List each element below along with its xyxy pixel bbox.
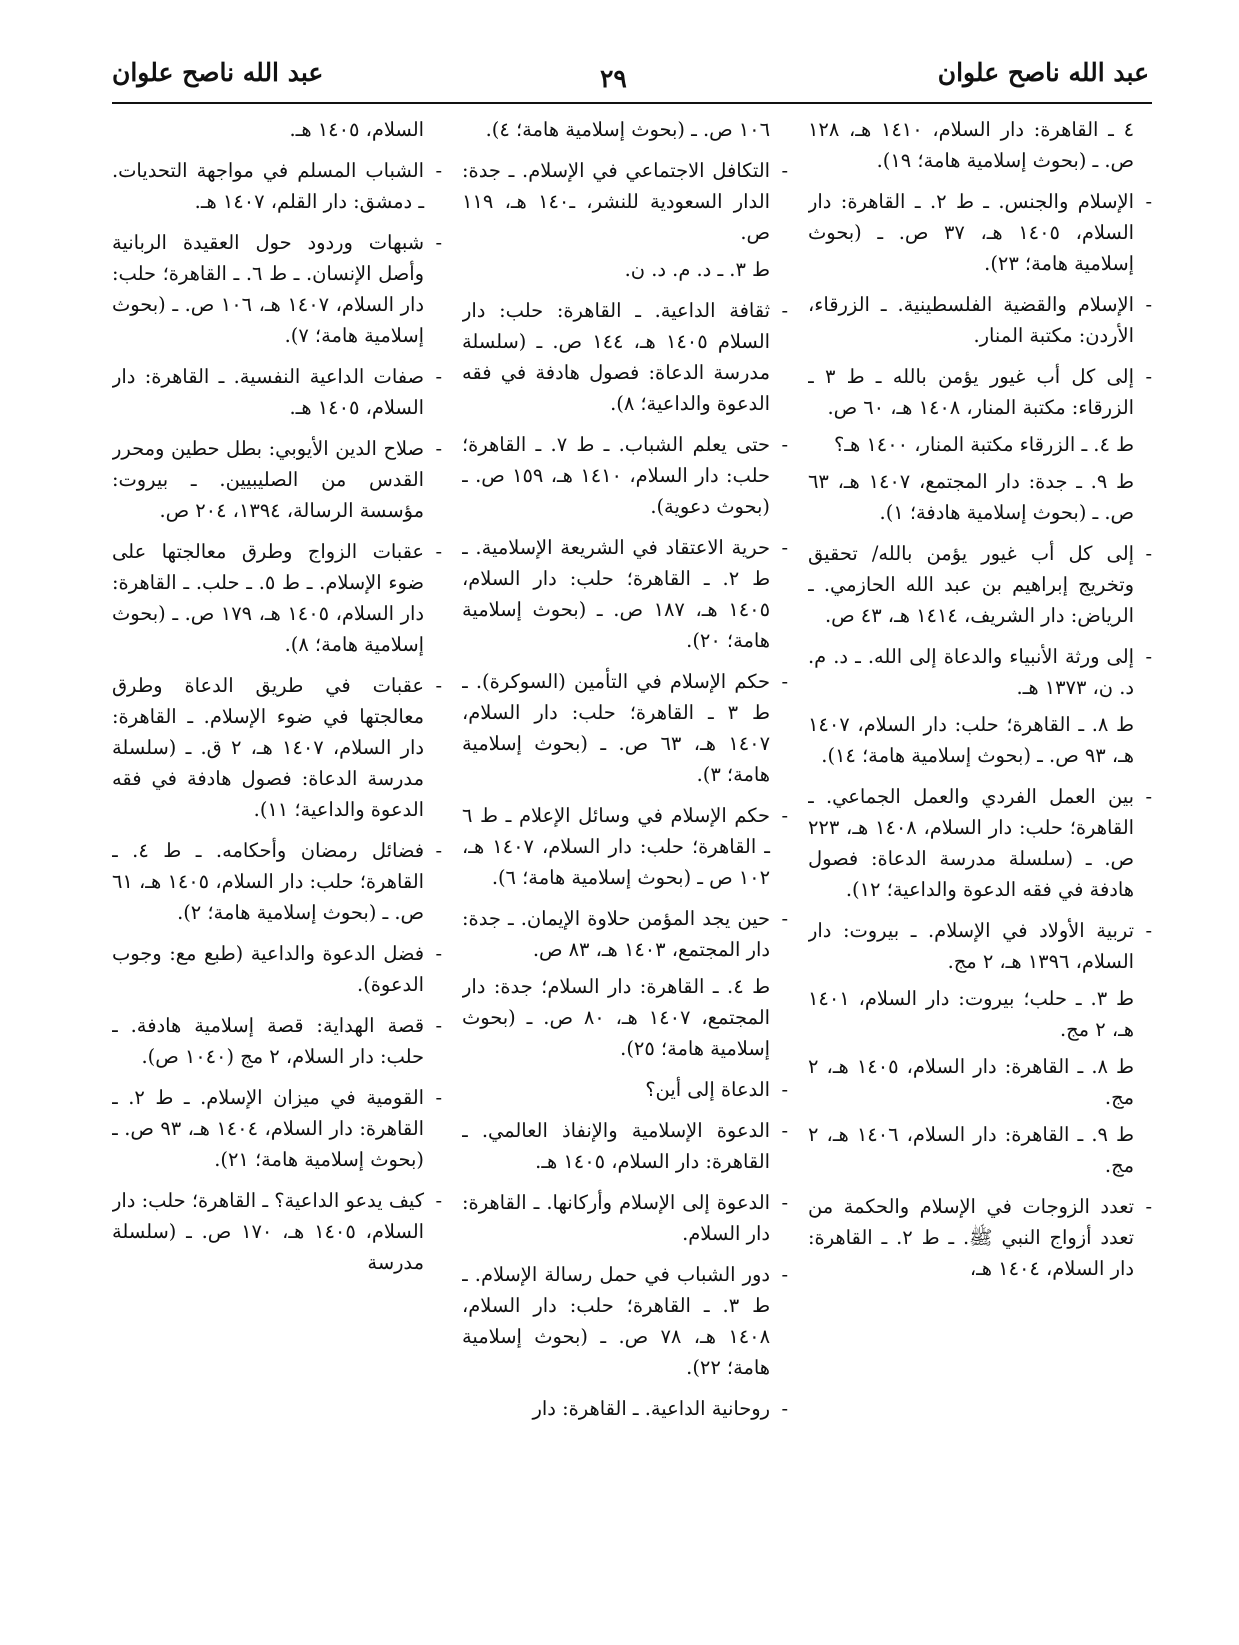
bibliography-entry: ط ٨. ـ القاهرة؛ حلب: دار السلام، ١٤٠٧ هـ، ٩٣ ص. ـ (بحوث إسلامية هامة؛ ١٤). [808,713,1134,767]
bibliography-entry: - حكم الإسلام في التأمين (السوكرة). ـ ط ٣ ـ القاهرة؛ حلب: دار السلام، ١٤٠٧ هـ، ٦٣ ص. ـ (بحوث إسلامية هامة؛ ٣). [462,666,788,790]
column-right [808,118,1152,1618]
bibliography-entry: - التكافل الاجتماعي في الإسلام. ـ جدة: الدار السعودية للنشر، ـ١٤٠ هـ، ١١٩ ص. [462,155,788,248]
bibliography-entry: - روحانية الداعية. ـ القاهرة: دار [462,1393,788,1424]
bibliography-entry: - ثقافة الداعية. ـ القاهرة: حلب: دار السلام ١٤٠٥ هـ، ١٤٤ ص. ـ (سلسلة مدرسة الدعاة: فصول هادفة في فقه الدعوة والداعية؛ ٨). [462,295,788,419]
bibliography-entry: - قصة الهداية: قصة إسلامية هادفة. ـ حلب: دار السلام، ٢ مج (١٠٤٠ ص). [112,1010,442,1072]
bibliography-entry: - تربية الأولاد في الإسلام. ـ بيروت: دار السلام، ١٣٩٦ هـ، ٢ مج. [808,915,1152,977]
page-number: ٢٩ [600,64,627,93]
bibliography-entry: - بين العمل الفردي والعمل الجماعي. ـ القاهرة؛ حلب: دار السلام، ١٤٠٨ هـ، ٢٢٣ ص. ـ (سلسلة مدرسة الدعاة: فصول هادفة في فقه الدعوة والداعية؛ ١٢). [808,781,1152,905]
bibliography-entry: - الإسلام والقضية الفلسطينية. ـ الزرقاء، الأردن: مكتبة المنار. [808,289,1152,351]
bibliography-entry: ط ٣. ـ حلب؛ بيروت: دار السلام، ١٤٠١ هـ، ٢ مج. [808,987,1134,1041]
bibliography-entry: - إلى كل أب غيور يؤمن بالله ـ ط ٣ ـ الزرقاء: مكتبة المنار، ١٤٠٨ هـ، ٦٠ ص. [808,361,1152,423]
bibliography-entry: - تعدد الزوجات في الإسلام والحكمة من تعدد أزواج النبي ﷺ. ـ ط ٢. ـ القاهرة: دار السلام، ١٤٠٤ هـ، [808,1191,1152,1284]
header-rule [112,102,1152,104]
bibliography-entry: - الدعاة إلى أين؟ [462,1074,788,1105]
bibliography-entry: - إلى كل أب غيور يؤمن بالله/ تحقيق وتخريج إبراهيم بن عبد الله الحازمي. ـ الرياض: دار الشريف، ١٤١٤ هـ، ٤٣ ص. [808,538,1152,631]
bibliography-entry: - الدعوة الإسلامية والإنفاذ العالمي. ـ القاهرة: دار السلام، ١٤٠٥ هـ. [462,1115,788,1177]
bibliography-entry: ط ٩. ـ القاهرة: دار السلام، ١٤٠٦ هـ، ٢ مج. [808,1123,1134,1177]
bibliography-entry: - إلى ورثة الأنبياء والدعاة إلى الله. ـ د. م. د. ن، ١٣٧٣ هـ. [808,641,1152,703]
bibliography-entry: - الدعوة إلى الإسلام وأركانها. ـ القاهرة: دار السلام. [462,1187,788,1249]
bibliography-entry: السلام، ١٤٠٥ هـ. [289,118,424,141]
column-middle [462,118,788,1618]
bibliography-entry: ط ٤. ـ الزرقاء مكتبة المنار، ١٤٠٠ هـ؟ [834,433,1134,456]
bibliography-entry: ط ٤. ـ القاهرة: دار السلام؛ جدة: دار المجتمع، ١٤٠٧ هـ، ٨٠ ص. ـ (بحوث إسلامية هامة؛ ٢٥). [462,975,771,1060]
bibliography-entry: ١٠٦ ص. ـ (بحوث إسلامية هامة؛ ٤). [485,118,770,141]
bibliography-entry: - حين يجد المؤمن حلاوة الإيمان. ـ جدة: دار المجتمع، ١٤٠٣ هـ، ٨٣ ص. [462,903,788,965]
bibliography-entry: - صلاح الدين الأيوبي: بطل حطين ومحرر القدس من الصليبيين. ـ بيروت: مؤسسة الرسالة، ١٣٩٤، ٢٠٤ ص. [112,433,442,526]
bibliography-entry: - الإسلام والجنس. ـ ط ٢. ـ القاهرة: دار السلام، ١٤٠٥ هـ، ٣٧ ص. ـ (بحوث إسلامية هامة؛ ٢٣). [808,186,1152,279]
bibliography-entry: - كيف يدعو الداعية؟ ـ القاهرة؛ حلب: دار السلام، ١٤٠٥ هـ، ١٧٠ ص. ـ (سلسلة مدرسة [112,1185,442,1278]
bibliography-entry: - صفات الداعية النفسية. ـ القاهرة: دار السلام، ١٤٠٥ هـ. [112,361,442,423]
bibliography-entry: - القومية في ميزان الإسلام. ـ ط ٢. ـ القاهرة: دار السلام، ١٤٠٤ هـ، ٩٣ ص. ـ (بحوث إسلامية هامة؛ ٢١). [112,1082,442,1175]
bibliography-entry: - فضائل رمضان وأحكامه. ـ ط ٤. ـ القاهرة؛ حلب: دار السلام، ١٤٠٥ هـ، ٦١ ص. ـ (بحوث إسلامية هامة؛ ٢). [112,835,442,928]
bibliography-entry: - الشباب المسلم في مواجهة التحديات. ـ دمشق: دار القلم، ١٤٠٧ هـ. [112,155,442,217]
bibliography-entry: ط ٣. ـ د. م. د. ن. [624,258,770,281]
bibliography-entry: - عقبات في طريق الدعاة وطرق معالجتها في ضوء الإسلام. ـ القاهرة: دار السلام، ١٤٠٧ هـ، ٢ ق. ـ (سلسلة مدرسة الدعاة: فصول هادفة في فقه الدعوة والداعية؛ ١١). [112,670,442,825]
bibliography-entry: - شبهات وردود حول العقيدة الربانية وأصل الإنسان. ـ ط ٦. ـ القاهرة؛ حلب: دار السلام، ١٤٠٧ هـ، ١٠٦ ص. ـ (بحوث إسلامية هامة؛ ٧). [112,227,442,351]
bibliography-entry: - عقبات الزواج وطرق معالجتها على ضوء الإسلام. ـ ط ٥. ـ حلب. ـ القاهرة: دار السلام، ١٤٠٥ هـ، ١٧٩ ص. ـ (بحوث إسلامية هامة؛ ٨). [112,536,442,660]
bibliography-entry: - حكم الإسلام في وسائل الإعلام ـ ط ٦ ـ القاهرة؛ حلب: دار السلام، ١٤٠٧ هـ، ١٠٢ ص ـ (بحوث إسلامية هامة؛ ٦). [462,800,788,893]
bibliography-entry: - حتى يعلم الشباب. ـ ط ٧. ـ القاهرة؛ حلب: دار السلام، ١٤١٠ هـ، ١٥٩ ص. ـ (بحوث دعوية). [462,429,788,522]
bibliography-entry: - فضل الدعوة والداعية (طبع مع: وجوب الدعوة). [112,938,442,1000]
bibliography-entry: ط ٨. ـ القاهرة: دار السلام، ١٤٠٥ هـ، ٢ مج. [808,1055,1134,1109]
column-left [112,118,442,1618]
bibliography-entry: ط ٩. ـ جدة: دار المجتمع، ١٤٠٧ هـ، ٦٣ ص. ـ (بحوث إسلامية هادفة؛ ١). [808,470,1134,524]
running-header-author-right: عبد الله ناصح علوان [937,58,1149,87]
bibliography-entry: - دور الشباب في حمل رسالة الإسلام. ـ ط ٣. ـ القاهرة؛ حلب: دار السلام، ١٤٠٨ هـ، ٧٨ ص. ـ (بحوث إسلامية هامة؛ ٢٢). [462,1259,788,1383]
bibliography-entry: - حرية الاعتقاد في الشريعة الإسلامية. ـ ط ٢. ـ القاهرة؛ حلب: دار السلام، ١٤٠٥ هـ، ١٨٧ ص. ـ (بحوث إسلامية هامة؛ ٢٠). [462,532,788,656]
bibliography-entry: ٤ ـ القاهرة: دار السلام، ١٤١٠ هـ، ١٢٨ ص. ـ (بحوث إسلامية هامة؛ ١٩). [808,118,1134,172]
running-header-author-left: عبد الله ناصح علوان [112,58,324,87]
